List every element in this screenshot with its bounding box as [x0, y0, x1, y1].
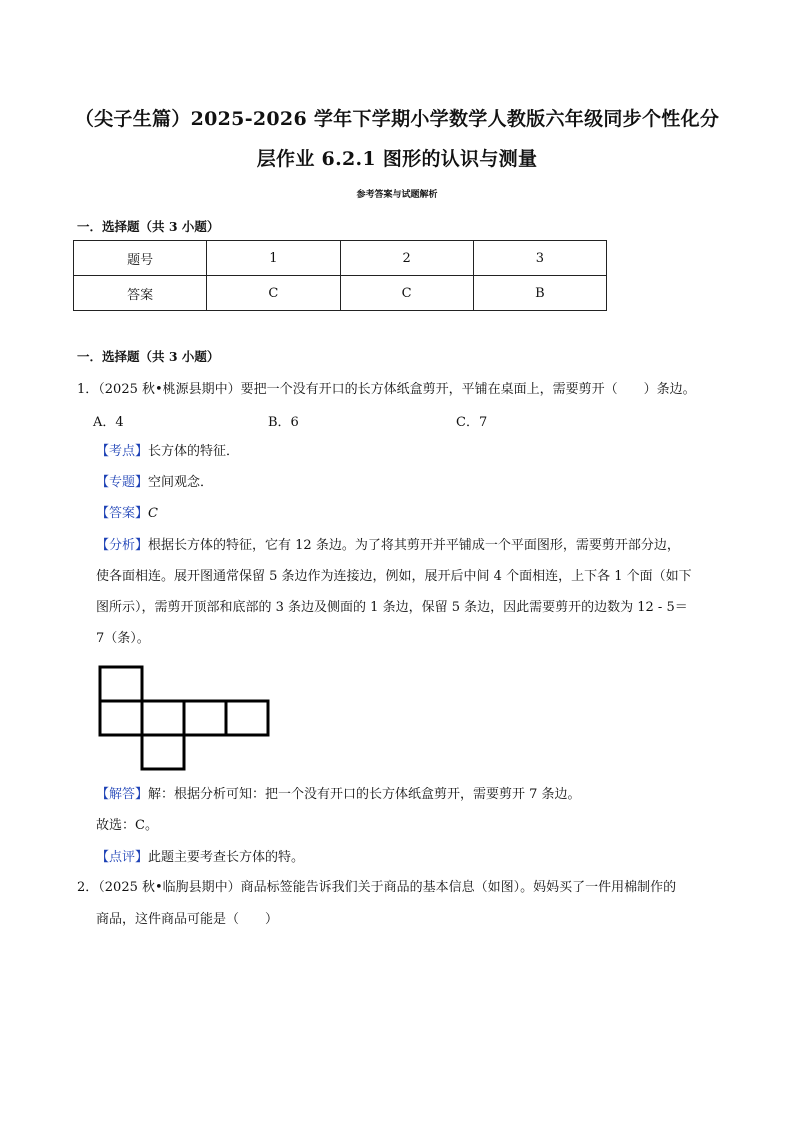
- question-1-option-c: C．7: [456, 415, 488, 430]
- cuboid-net-figure: [96, 663, 274, 771]
- table-cell-answer: C: [207, 276, 340, 311]
- net-face-3: [184, 701, 226, 735]
- q1-guxuan: 故选：C。: [96, 818, 158, 833]
- section-heading-choice-detail: 一．选择题（共 3 小题）: [77, 349, 220, 364]
- question-2-stem-line1: 2．（2025 秋•临朐县期中）商品标签能告诉我们关于商品的基本信息（如图）。妈妈买了一件用棉制作的: [77, 880, 677, 895]
- table-row: [74, 276, 607, 311]
- zhuanti-tag: 【专题】: [96, 475, 149, 490]
- q1-fenxi-line3: 图所示），需剪开顶部和底部的 3 条边及侧面的 1 条边，保留 5 条边，因此需要剪开的边数为 12 - 5＝: [96, 600, 688, 615]
- zhuanti-text: 空间观念．: [148, 475, 214, 490]
- q1-kaodian: [96, 443, 239, 461]
- jieda-tag: 【解答】: [96, 787, 149, 802]
- daan-text: C: [148, 506, 158, 521]
- document-title-line1: （尖子生篇）2025-2026 学年下学期小学数学人教版六年级同步个性化分: [74, 108, 720, 130]
- daan-tag: 【答案】: [96, 506, 149, 521]
- q1-zhuanti: [96, 474, 213, 492]
- net-face-top: [100, 667, 142, 701]
- kaodian-text: 长方体的特征．: [148, 444, 240, 459]
- q1-fenxi-line4: 7（条）。: [96, 631, 150, 646]
- table-header-label: 题号: [74, 241, 207, 276]
- net-face-2: [142, 701, 184, 735]
- net-face-1: [100, 701, 142, 735]
- table-row: [74, 241, 607, 276]
- table-cell-answer: C: [340, 276, 473, 311]
- dianping-text: 此题主要考查长方体的特。: [148, 850, 305, 865]
- question-2-stem-line2: 商品，这件商品可能是（ ）: [96, 912, 279, 927]
- fenxi-text: 根据长方体的特征，它有 12 条边。为了将其剪开并平铺成一个平面图形，需要剪开部分边，: [148, 538, 680, 553]
- table-cell-number: 2: [340, 241, 473, 276]
- fenxi-tag: 【分析】: [96, 538, 149, 553]
- table-cell-number: 3: [473, 241, 606, 276]
- answer-table: [73, 240, 607, 311]
- net-face-bottom: [142, 735, 184, 769]
- document-title-line2: 层作业 6.2.1 图形的认识与测量: [256, 148, 538, 170]
- kaodian-tag: 【考点】: [96, 444, 149, 459]
- question-1-option-b: B．6: [268, 415, 299, 430]
- q1-fenxi-line2: 使各面相连。展开图通常保留 5 条边作为连接边，例如，展开后中间 4 个面相连，上下各 1 个面（如下: [96, 569, 692, 584]
- question-1-stem: 1．（2025 秋•桃源县期中）要把一个没有开口的长方体纸盒剪开，平铺在桌面上，需要剪开（ ）条边。: [77, 382, 696, 397]
- dianping-tag: 【点评】: [96, 850, 149, 865]
- document-subtitle: 参考答案与试题解析: [356, 190, 438, 200]
- q1-daan: [96, 505, 158, 523]
- question-1-option-a: A．4: [93, 415, 124, 430]
- q1-jieda: [96, 786, 581, 804]
- q1-fenxi-line1: [96, 537, 680, 555]
- table-answer-label: 答案: [74, 276, 207, 311]
- q1-dianping: [96, 849, 304, 867]
- net-face-4: [226, 701, 268, 735]
- table-cell-number: 1: [207, 241, 340, 276]
- section-heading-choice: 一．选择题（共 3 小题）: [77, 219, 220, 234]
- table-cell-answer: B: [473, 276, 606, 311]
- jieda-text: 解：根据分析可知：把一个没有开口的长方体纸盒剪开，需要剪开 7 条边。: [148, 787, 581, 802]
